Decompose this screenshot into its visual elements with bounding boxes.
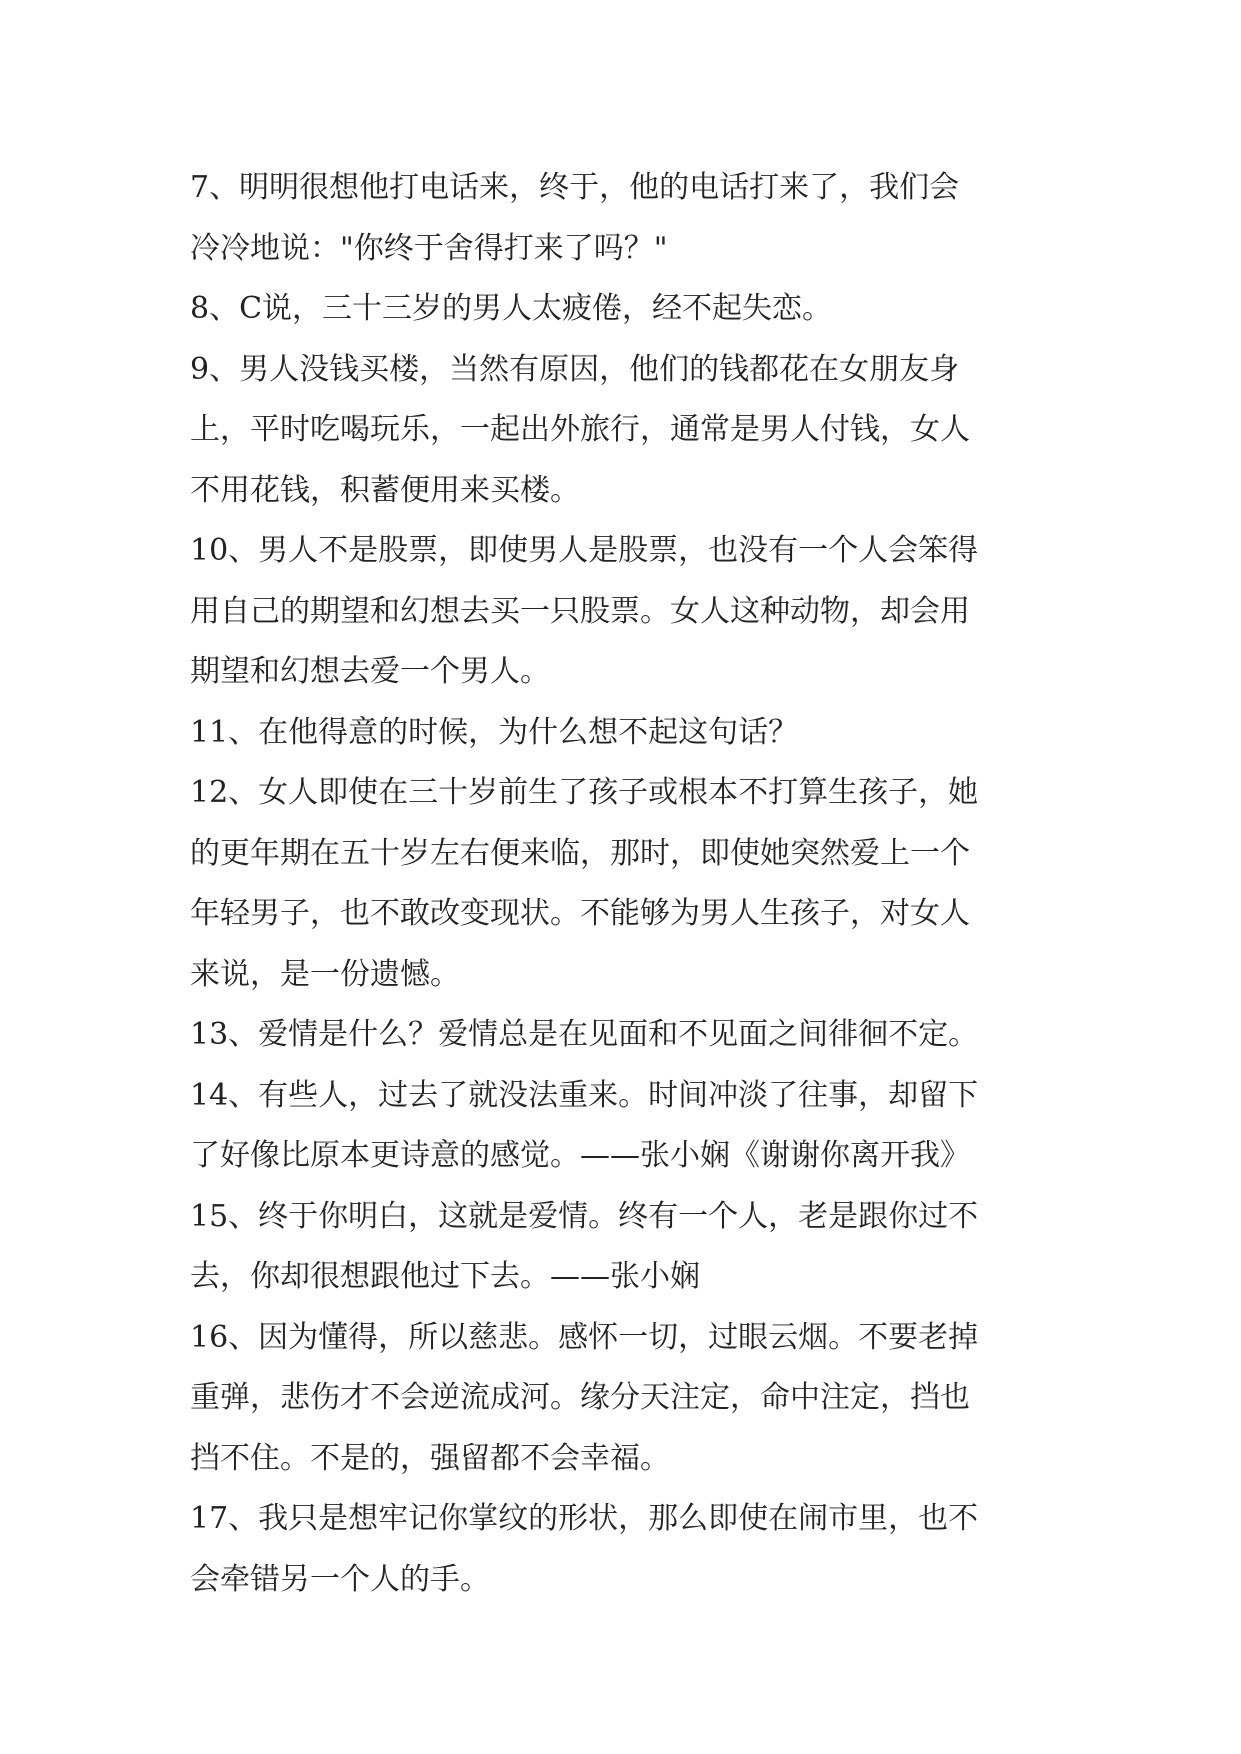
paragraph-14	[190, 1066, 1070, 1187]
paragraph-line: 14、有些人，过去了就没法重来。时间冲淡了往事，却留下	[190, 1077, 979, 1113]
paragraph-line: 7、明明很想他打电话来，终于，他的电话打来了，我们会	[190, 170, 960, 205]
paragraph-line: 用自己的期望和幻想去买一只股票。女人这种动物，却会用	[190, 593, 970, 629]
paragraph-line: 不用花钱，积蓄便用来买楼。	[190, 472, 580, 508]
paragraph-line: 挡不住。不是的，强留都不会幸福。	[190, 1440, 670, 1476]
paragraph-line: 16、因为懂得，所以慈悲。感怀一切，过眼云烟。不要老掉	[190, 1319, 979, 1355]
paragraph-13	[190, 1005, 1070, 1066]
paragraph-16	[190, 1308, 1070, 1490]
paragraph-line: 8、C说，三十三岁的男人太疲倦，经不起失恋。	[190, 291, 833, 326]
paragraph-line: 来说，是一份遗憾。	[190, 956, 460, 992]
paragraph-line: 了好像比原本更诗意的感觉。——张小娴《谢谢你离开我》	[190, 1138, 970, 1173]
paragraph-line: 9、男人没钱买楼，当然有原因，他们的钱都花在女朋友身	[190, 351, 960, 387]
paragraph-8	[190, 279, 1070, 340]
paragraph-line: 的更年期在五十岁左右便来临，那时，即使她突然爱上一个	[190, 835, 970, 871]
paragraph-line: 10、男人不是股票，即使男人是股票，也没有一个人会笨得	[190, 533, 979, 568]
paragraph-line: 冷冷地说："你终于舍得打来了吗？"	[190, 230, 668, 266]
paragraph-line: 11、在他得意的时候，为什么想不起这句话？	[190, 714, 799, 750]
paragraph-line: 17、我只是想牢记你掌纹的形状，那么即使在闹市里，也不	[190, 1501, 979, 1536]
paragraph-line: 会牵错另一个人的手。	[190, 1561, 490, 1597]
paragraph-9	[190, 340, 1070, 522]
paragraph-line: 去，你却很想跟他过下去。——张小娴	[190, 1259, 700, 1294]
paragraph-11	[190, 703, 1070, 764]
paragraph-10	[190, 521, 1070, 703]
paragraph-line: 上，平时吃喝玩乐，一起出外旅行，通常是男人付钱，女人	[190, 412, 970, 447]
paragraph-line: 15、终于你明白，这就是爱情。终有一个人，老是跟你过不	[190, 1198, 979, 1234]
paragraph-12	[190, 763, 1070, 1005]
paragraph-line: 重弹，悲伤才不会逆流成河。缘分天注定，命中注定，挡也	[190, 1380, 970, 1415]
document-body	[190, 158, 1070, 1610]
paragraph-line: 13、爱情是什么？爱情总是在见面和不见面之间徘徊不定。	[190, 1017, 979, 1052]
paragraph-7	[190, 158, 1070, 279]
paragraph-line: 期望和幻想去爱一个男人。	[190, 654, 550, 689]
paragraph-17	[190, 1489, 1070, 1610]
paragraph-line: 12、女人即使在三十岁前生了孩子或根本不打算生孩子，她	[190, 775, 979, 810]
paragraph-15	[190, 1187, 1070, 1308]
paragraph-line: 年轻男子，也不敢改变现状。不能够为男人生孩子，对女人	[190, 896, 970, 931]
